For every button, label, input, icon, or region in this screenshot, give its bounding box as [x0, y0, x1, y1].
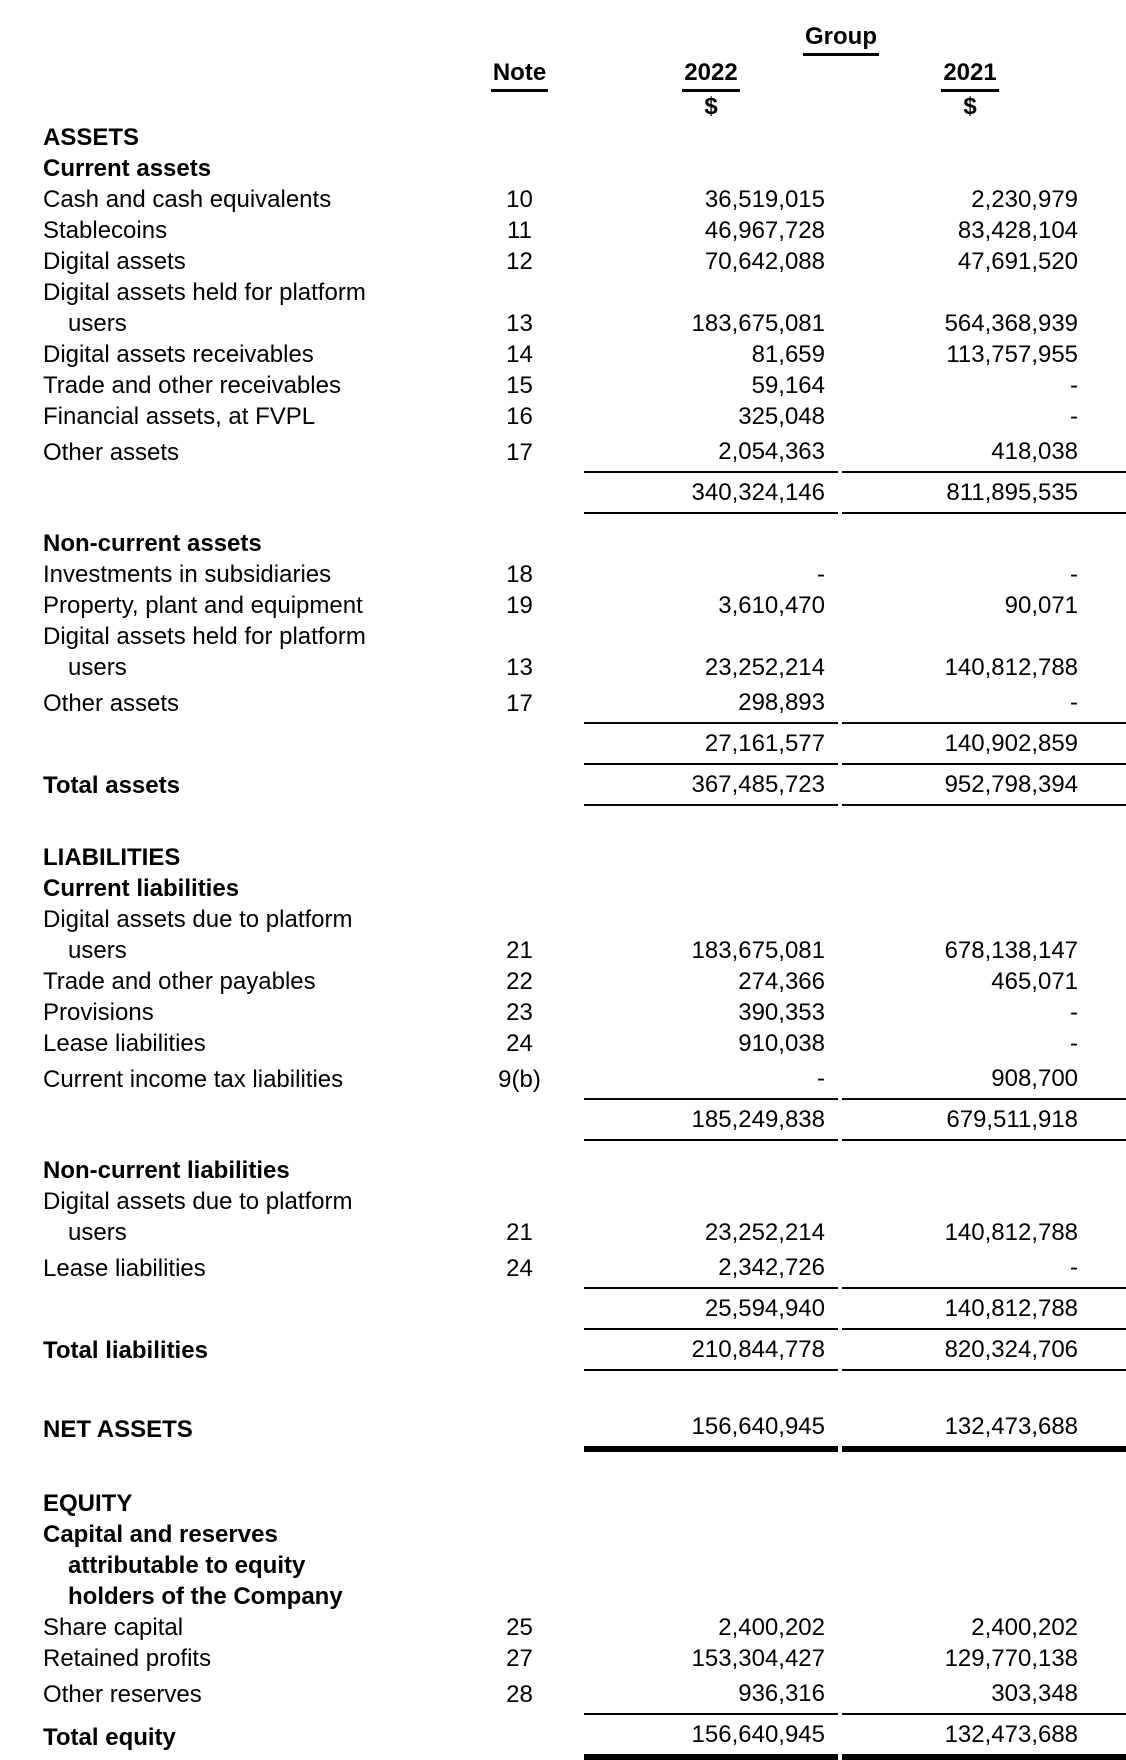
row-label	[0, 472, 455, 513]
row-value-2021: 140,902,859	[842, 723, 1126, 764]
row-value-2021: 90,071	[1004, 592, 1079, 619]
row-value-2021: -	[1070, 561, 1079, 588]
row-note	[455, 122, 584, 153]
table-row	[0, 122, 1126, 153]
row-note: 22	[506, 968, 533, 995]
note-header-cell	[455, 56, 584, 92]
table-row	[0, 1449, 1126, 1488]
table-row	[0, 1370, 1126, 1407]
row-note	[455, 1155, 584, 1186]
table-row	[0, 764, 1126, 805]
currency-header-row	[0, 92, 1126, 122]
row-value-2022: 25,594,940	[584, 1288, 838, 1329]
row-value-2021	[842, 1488, 1126, 1519]
table-row	[0, 1217, 1126, 1248]
group-label: Group	[803, 22, 879, 56]
row-value-2022	[584, 1155, 838, 1186]
row-value-2022: 156,640,945	[584, 1714, 838, 1757]
row-note: 28	[506, 1681, 533, 1708]
row-label	[0, 1288, 455, 1329]
table-row	[0, 246, 1126, 277]
table-row	[0, 652, 1126, 683]
row-note	[455, 723, 584, 764]
row-value-2021: 140,812,788	[944, 654, 1079, 681]
row-value-2022: 2,400,202	[718, 1614, 825, 1641]
row-label: attributable to equity	[68, 1552, 306, 1579]
group-header-row	[0, 22, 1126, 56]
spacer-row-cell	[0, 1140, 1126, 1155]
row-note	[455, 1581, 584, 1612]
column-header-row	[0, 56, 1126, 92]
row-label: Lease liabilities	[43, 1255, 206, 1282]
row-value-2022: 910,038	[738, 1030, 825, 1057]
row-value-2022: 156,640,945	[584, 1407, 838, 1449]
group-header-cell	[584, 22, 1126, 56]
table-row	[0, 1407, 1126, 1449]
row-value-2021: 113,757,955	[946, 341, 1079, 368]
table-row	[0, 1099, 1126, 1140]
currency-2022-cell: $	[704, 93, 718, 120]
table-row	[0, 184, 1126, 215]
table-row	[0, 873, 1126, 904]
row-value-2021: -	[1070, 1030, 1079, 1057]
table-row	[0, 528, 1126, 559]
header-spacer-cell	[455, 92, 584, 122]
row-note	[455, 153, 584, 184]
row-label: Digital assets	[43, 248, 186, 275]
table-row	[0, 513, 1126, 528]
row-value-2022: 936,316	[584, 1674, 838, 1714]
row-note	[455, 873, 584, 904]
row-value-2021: 2,230,979	[971, 186, 1079, 213]
row-value-2021: 2,400,202	[971, 1614, 1079, 1641]
row-value-2021: 47,691,520	[957, 248, 1079, 275]
table-row	[0, 1550, 1126, 1581]
row-value-2021: -	[842, 1248, 1126, 1288]
row-value-2022: 70,642,088	[704, 248, 825, 275]
table-row	[0, 805, 1126, 842]
table-row	[0, 621, 1126, 652]
spacer-row-cell	[0, 1449, 1126, 1488]
header-spacer-cell	[0, 92, 455, 122]
spacer-row-cell	[0, 805, 1126, 842]
row-value-2021: 418,038	[842, 432, 1126, 472]
row-note: 25	[506, 1614, 533, 1641]
row-note: 13	[506, 654, 533, 681]
row-value-2021: 132,473,688	[842, 1714, 1126, 1757]
table-row	[0, 277, 1126, 308]
row-note: 23	[506, 999, 533, 1026]
row-label: Provisions	[43, 999, 154, 1026]
row-value-2022: 183,675,081	[691, 310, 825, 337]
row-value-2022	[584, 1581, 838, 1612]
row-value-2022	[584, 153, 838, 184]
table-row	[0, 1519, 1126, 1550]
row-value-2022: 46,967,728	[704, 217, 825, 244]
table-row	[0, 432, 1126, 472]
spacer-row-cell	[0, 513, 1126, 528]
row-note: 15	[506, 372, 533, 399]
year-2022-label: 2022	[682, 58, 739, 92]
header-spacer-cell	[0, 22, 584, 56]
row-value-2022: 23,252,214	[704, 1219, 825, 1246]
row-note: 27	[506, 1645, 533, 1672]
table-row	[0, 1288, 1126, 1329]
row-value-2021	[842, 153, 1126, 184]
row-value-2022: 2,342,726	[584, 1248, 838, 1288]
row-value-2021: 129,770,138	[944, 1645, 1079, 1672]
row-value-2022: -	[817, 561, 825, 588]
row-value-2022	[584, 1550, 838, 1581]
row-value-2022: 340,324,146	[584, 472, 838, 513]
table-row	[0, 153, 1126, 184]
row-label: Other reserves	[43, 1681, 202, 1708]
row-note	[455, 1329, 584, 1370]
row-label: Digital assets due to platform	[43, 1188, 353, 1215]
row-note: 24	[506, 1030, 533, 1057]
row-note: 13	[506, 310, 533, 337]
row-value-2021: 465,071	[991, 968, 1079, 995]
row-label: Digital assets held for platform	[43, 623, 366, 650]
table-row	[0, 842, 1126, 873]
row-label: Digital assets receivables	[43, 341, 314, 368]
table-row	[0, 683, 1126, 723]
row-label: NET ASSETS	[43, 1416, 193, 1443]
table-row	[0, 215, 1126, 246]
row-label: Total assets	[43, 772, 180, 799]
row-value-2021: -	[842, 683, 1126, 723]
balance-sheet-table	[0, 22, 1126, 1760]
row-value-2022	[584, 1186, 838, 1217]
row-value-2022	[584, 1488, 838, 1519]
table-row	[0, 1488, 1126, 1519]
row-value-2022: 210,844,778	[584, 1329, 838, 1370]
row-value-2021	[842, 1155, 1126, 1186]
row-value-2022: 183,675,081	[691, 937, 825, 964]
row-note	[455, 528, 584, 559]
row-value-2021	[842, 1550, 1126, 1581]
row-value-2022: 3,610,470	[718, 592, 825, 619]
row-label: users	[68, 1219, 127, 1246]
table-row	[0, 997, 1126, 1028]
table-row	[0, 1186, 1126, 1217]
row-label: Digital assets held for platform	[43, 279, 366, 306]
table-row	[0, 1155, 1126, 1186]
row-label: Stablecoins	[43, 217, 168, 244]
currency-2021-cell: $	[963, 93, 977, 120]
table-row	[0, 723, 1126, 764]
row-value-2021: 908,700	[842, 1059, 1126, 1099]
row-value-2021	[842, 621, 1126, 652]
table-row	[0, 1674, 1126, 1714]
row-value-2022: 23,252,214	[704, 654, 825, 681]
row-value-2022	[584, 904, 838, 935]
row-label: Other assets	[43, 439, 180, 466]
row-value-2021: -	[1070, 999, 1079, 1026]
row-value-2022: 390,353	[738, 999, 825, 1026]
row-note	[455, 1488, 584, 1519]
row-label: Total equity	[43, 1724, 176, 1751]
table-row	[0, 472, 1126, 513]
row-label: Trade and other payables	[43, 968, 316, 995]
row-note: 10	[506, 186, 533, 213]
row-label: Cash and cash equivalents	[43, 186, 332, 213]
row-note	[455, 842, 584, 873]
row-label: users	[68, 310, 127, 337]
table-row	[0, 1714, 1126, 1757]
row-label: Current liabilities	[43, 875, 240, 902]
row-label: LIABILITIES	[43, 844, 181, 871]
table-row	[0, 1329, 1126, 1370]
row-value-2022: 185,249,838	[584, 1099, 838, 1140]
row-value-2022: 2,054,363	[584, 432, 838, 472]
row-value-2021	[842, 277, 1126, 308]
row-label: Total liabilities	[43, 1337, 208, 1364]
row-label: Share capital	[43, 1614, 184, 1641]
row-value-2022	[584, 621, 838, 652]
row-value-2021	[842, 904, 1126, 935]
year-2021-label: 2021	[941, 58, 998, 92]
row-label	[0, 1099, 455, 1140]
note-column-label: Note	[491, 58, 548, 92]
row-value-2021	[842, 873, 1126, 904]
table-row	[0, 370, 1126, 401]
row-value-2022: 36,519,015	[704, 186, 825, 213]
row-note: 19	[506, 592, 533, 619]
row-note: 18	[506, 561, 533, 588]
row-note	[455, 277, 584, 308]
header-spacer-cell	[0, 56, 455, 92]
row-value-2021: 820,324,706	[842, 1329, 1126, 1370]
row-value-2021: 303,348	[842, 1674, 1126, 1714]
row-value-2021: 811,895,535	[842, 472, 1126, 513]
row-value-2021: -	[1070, 372, 1079, 399]
table-row	[0, 1248, 1126, 1288]
row-label: Digital assets due to platform	[43, 906, 353, 933]
row-value-2022	[584, 122, 838, 153]
row-label: Other assets	[43, 690, 180, 717]
row-note	[455, 621, 584, 652]
row-label: EQUITY	[43, 1490, 133, 1517]
row-note	[455, 1550, 584, 1581]
row-note	[455, 1407, 584, 1449]
row-note	[455, 1186, 584, 1217]
row-note: 14	[506, 341, 533, 368]
spacer-row-cell	[0, 1370, 1126, 1407]
row-value-2021	[842, 1186, 1126, 1217]
table-row	[0, 308, 1126, 339]
table-row	[0, 559, 1126, 590]
table-row	[0, 1140, 1126, 1155]
row-label: Non-current liabilities	[43, 1157, 290, 1184]
row-label: users	[68, 937, 127, 964]
row-label: Current assets	[43, 155, 212, 182]
row-note	[455, 1288, 584, 1329]
row-value-2021	[842, 528, 1126, 559]
row-note	[455, 904, 584, 935]
row-value-2021: 140,812,788	[944, 1219, 1079, 1246]
row-note	[455, 764, 584, 805]
row-value-2022: -	[584, 1059, 838, 1099]
row-note	[455, 472, 584, 513]
row-note: 11	[507, 217, 532, 244]
row-value-2021	[842, 842, 1126, 873]
row-note	[455, 1714, 584, 1757]
row-note: 24	[506, 1255, 533, 1282]
row-value-2021: 140,812,788	[842, 1288, 1126, 1329]
row-value-2022: 59,164	[751, 372, 825, 399]
row-value-2021: 952,798,394	[842, 764, 1126, 805]
row-note	[455, 1099, 584, 1140]
row-value-2022	[584, 277, 838, 308]
row-value-2022: 153,304,427	[691, 1645, 825, 1672]
row-value-2022	[584, 842, 838, 873]
row-value-2021: 678,138,147	[944, 937, 1079, 964]
row-label	[0, 723, 455, 764]
row-label: Retained profits	[43, 1645, 212, 1672]
table-row	[0, 1612, 1126, 1643]
row-note: 17	[506, 690, 533, 717]
table-row	[0, 1581, 1126, 1612]
row-note: 16	[506, 403, 533, 430]
row-label: Trade and other receivables	[43, 372, 341, 399]
table-row	[0, 1028, 1126, 1059]
table-row	[0, 904, 1126, 935]
row-value-2022: 27,161,577	[584, 723, 838, 764]
row-value-2021: -	[1070, 403, 1079, 430]
row-note: 12	[506, 248, 533, 275]
row-note	[455, 1519, 584, 1550]
row-value-2021	[842, 1581, 1126, 1612]
table-row	[0, 935, 1126, 966]
row-note: 17	[506, 439, 533, 466]
row-label: Current income tax liabilities	[43, 1066, 344, 1093]
row-note: 21	[506, 937, 533, 964]
row-label: Lease liabilities	[43, 1030, 206, 1057]
row-value-2022: 367,485,723	[584, 764, 838, 805]
row-label: Property, plant and equipment	[43, 592, 363, 619]
row-value-2021	[842, 1519, 1126, 1550]
row-label: Investments in subsidiaries	[43, 561, 332, 588]
row-label: Non-current assets	[43, 530, 262, 557]
row-value-2021: 83,428,104	[957, 217, 1079, 244]
row-value-2022: 325,048	[738, 403, 825, 430]
row-value-2021: 564,368,939	[944, 310, 1079, 337]
row-label: Capital and reserves	[43, 1521, 278, 1548]
year-2022-header-cell	[584, 56, 838, 92]
row-value-2021	[842, 122, 1126, 153]
row-value-2022	[584, 1519, 838, 1550]
table-row	[0, 1059, 1126, 1099]
table-row	[0, 966, 1126, 997]
row-label: ASSETS	[43, 124, 140, 151]
row-label: users	[68, 654, 127, 681]
row-label: Financial assets, at FVPL	[43, 403, 316, 430]
row-label: holders of the Company	[68, 1583, 343, 1610]
row-value-2022: 298,893	[584, 683, 838, 723]
row-value-2022: 81,659	[751, 341, 825, 368]
row-note: 9(b)	[498, 1066, 541, 1093]
row-value-2022	[584, 873, 838, 904]
table-row	[0, 1643, 1126, 1674]
row-value-2022: 274,366	[738, 968, 825, 995]
row-value-2022	[584, 528, 838, 559]
row-value-2021: 679,511,918	[842, 1099, 1126, 1140]
year-2021-header-cell	[842, 56, 1126, 92]
table-row	[0, 401, 1126, 432]
row-value-2021: 132,473,688	[842, 1407, 1126, 1449]
table-row	[0, 590, 1126, 621]
table-row	[0, 339, 1126, 370]
row-note: 21	[506, 1219, 533, 1246]
